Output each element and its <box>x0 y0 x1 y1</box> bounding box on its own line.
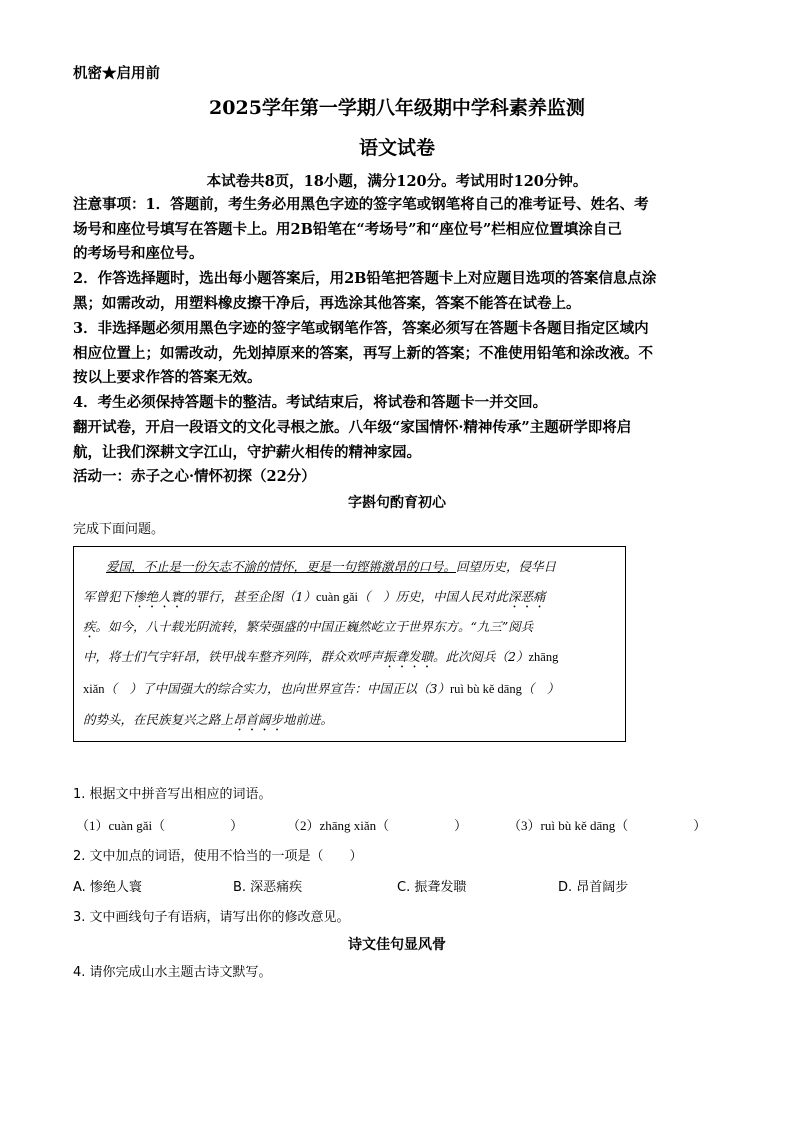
pinyin: zhāng <box>528 650 559 664</box>
passage-line: 疾。如今，八十载光阴流转，繁荣强盛的中国正巍然屹立于世界东方。“九三”阅兵 <box>83 619 534 634</box>
question-4: 4. 请你完成山水主题古诗文默写。 <box>73 965 272 980</box>
passage-line: 爱国，不止是一份矢志不渝的情怀，更是一句铿锵激昂的口号。回望历史，侵华日 <box>106 559 557 574</box>
dotted-word: 疾 <box>83 619 96 634</box>
notes-line: 4．考生必须保持答题卡的整洁。考试结束后，将试卷和答题卡一并交回。 <box>73 394 548 411</box>
notes-line: 注意事项：1．答题前，考生务必用黑色字迹的签字笔或钢笔将自己的准考证号、姓名、考 <box>73 196 649 213</box>
notes-line: 相应位置上；如需改动，先划掉原来的答案，再写上新的答案；不准使用铅笔和涂改液。不 <box>73 345 653 362</box>
section-title: 字斟句酌育初心 <box>348 495 446 511</box>
notes-line: 3．非选择题必须用黑色字迹的签字笔或钢笔作答，答案必须写在答题卡各题目指定区域内 <box>73 320 649 337</box>
option-b[interactable]: B. 深恶痛疾 <box>233 880 303 895</box>
answer-blank-3[interactable]: （3）ruì bù kě dāng（ ） <box>508 818 707 833</box>
option-c[interactable]: C. 振聋发聩 <box>397 880 467 895</box>
option-a[interactable]: A. 惨绝人寰 <box>73 880 142 895</box>
activity-heading: 活动一：赤子之心·情怀初探（22分） <box>73 468 316 485</box>
notes-line: 2．作答选择题时，选出每小题答案后，用2B铅笔把答题卡上对应题目选项的答案信息点涂 <box>73 270 657 287</box>
dotted-word: 深恶痛 <box>508 589 546 604</box>
reading-passage <box>73 546 626 742</box>
passage-line: xiǎn（ ）了中国强大的综合实力，也向世界宣告：中国正以（3）ruì bù kě dāng（ ） <box>83 681 560 696</box>
passage-line: 的势头，在民族复兴之路上昂首阔步地前进。 <box>83 712 334 727</box>
question-2: 2. 文中加点的词语，使用不恰当的一项是（ ） <box>73 849 363 864</box>
question-1: 1. 根据文中拼音写出相应的词语。 <box>73 787 272 802</box>
confidential-label: 机密★启用前 <box>73 65 160 82</box>
exam-info: 本试卷共8页，18小题，满分120分。考试用时120分钟。 <box>206 173 588 190</box>
answer-blank-1[interactable]: （1）cuàn gǎi（ ） <box>76 818 244 833</box>
pinyin: cuàn gǎi <box>316 590 358 604</box>
question-3: 3. 文中画线句子有语病，请写出你的修改意见。 <box>73 910 350 925</box>
intro-line: 航，让我们深耕文字江山，守护薪火相传的精神家园。 <box>73 444 421 461</box>
notes-line: 黑；如需改动，用塑料橡皮擦干净后，再选涂其他答案，答案不能答在试卷上。 <box>73 295 581 312</box>
notes-line: 场号和座位号填写在答题卡上。用2B铅笔在“考场号”和“座位号”栏相应位置填涂自己 <box>73 221 622 238</box>
dotted-word: 振聋发聩 <box>383 649 434 664</box>
dotted-word: 惨绝人寰 <box>133 589 184 604</box>
dotted-word: 昂首阔步 <box>233 712 284 727</box>
pinyin: ruì bù kě dāng <box>450 682 522 696</box>
option-d[interactable]: D. 昂首阔步 <box>558 880 629 895</box>
underlined-sentence: 爱国，不止是一份矢志不渝的情怀，更是一句铿锵激昂的口号。 <box>106 559 457 574</box>
passage-line: 中，将士们气宇轩昂，铁甲战车整齐列阵，群众欢呼声振聋发聩。此次阅兵（2）zhāng <box>83 649 559 664</box>
notes-line: 按以上要求作答的答案无效。 <box>73 369 262 386</box>
exam-title: 2025学年第一学期八年级期中学科素养监测 <box>209 97 585 119</box>
intro-line: 翻开试卷，开启一段语文的文化寻根之旅。八年级“家国情怀·精神传承”主题研学即将启 <box>73 419 632 436</box>
pinyin: xiǎn <box>83 682 105 696</box>
instruction-text: 完成下面问题。 <box>73 522 165 537</box>
section-title: 诗文佳句显风骨 <box>348 937 446 953</box>
exam-subtitle: 语文试卷 <box>358 137 435 159</box>
answer-blank-2[interactable]: （2）zhāng xiǎn（ ） <box>287 818 468 833</box>
passage-line: 军曾犯下惨绝人寰的罪行，甚至企图（1）cuàn gǎi（ ）历史，中国人民对此深恶痛 <box>83 589 546 604</box>
notes-line: 的考场号和座位号。 <box>73 245 204 262</box>
